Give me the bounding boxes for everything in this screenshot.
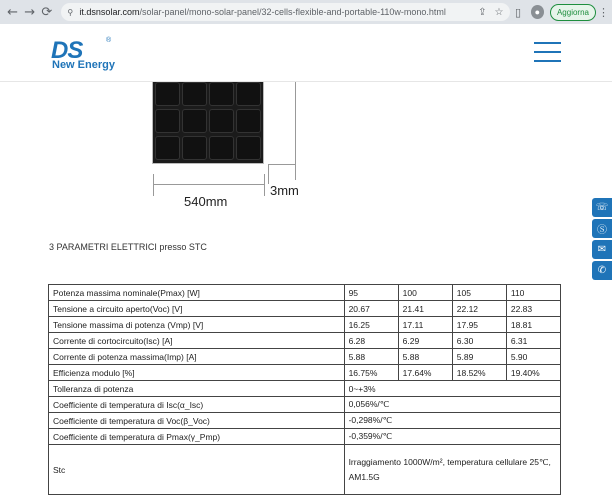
cell-value: 95 xyxy=(344,285,398,301)
cell-value: 17.11 xyxy=(398,317,452,333)
logo-mark: DS xyxy=(51,37,83,64)
forward-arrow-icon[interactable]: → xyxy=(24,4,36,20)
logo-subtitle: New Energy xyxy=(52,59,115,71)
row-label: Stc xyxy=(49,445,345,495)
cell-value: -0,359%/℃ xyxy=(344,429,560,445)
section-title: 3 PARAMETRI ELETTRICI presso STC xyxy=(49,242,207,252)
row-label: Tensione a circuito aperto(Voc) [V] xyxy=(49,301,345,317)
hamburger-menu-icon[interactable] xyxy=(534,40,562,64)
table-row xyxy=(49,429,561,445)
cell-value: 18.52% xyxy=(452,365,506,381)
cell-value: 20.67 xyxy=(344,301,398,317)
row-label: Tolleranza di potenza xyxy=(49,381,345,397)
cell-value: 5.89 xyxy=(452,349,506,365)
share-icon[interactable]: ⇪ xyxy=(478,6,487,18)
cell-value: 18.81 xyxy=(506,317,560,333)
cell-value: 5.88 xyxy=(398,349,452,365)
table-row xyxy=(49,365,561,381)
table-row xyxy=(49,349,561,365)
floating-contact-bar xyxy=(592,198,612,280)
cell-value: Irraggiamento 1000W/m², temperatura cellulare 25℃, AM1.5G xyxy=(344,445,560,495)
thickness-label: 3mm xyxy=(270,183,299,198)
row-label: Tensione massima di potenza (Vmp) [V] xyxy=(49,317,345,333)
row-label: Coefficiente di temperatura di Isc(α_Isc) xyxy=(49,397,345,413)
row-label: Efficienza modulo [%] xyxy=(49,365,345,381)
url-path: /solar-panel/mono-solar-panel/32-cells-flexible-and-portable-110w-mono.html xyxy=(139,7,446,17)
cell-value: 105 xyxy=(452,285,506,301)
bookmark-star-icon[interactable]: ☆ xyxy=(494,6,504,18)
back-arrow-icon[interactable]: ← xyxy=(7,4,19,20)
address-bar[interactable] xyxy=(61,3,509,21)
table-row xyxy=(49,285,561,301)
cell-value: 22.83 xyxy=(506,301,560,317)
cell-value: 17.64% xyxy=(398,365,452,381)
cell-value: 6.30 xyxy=(452,333,506,349)
cell-value: 6.28 xyxy=(344,333,398,349)
cell-value: 5.90 xyxy=(506,349,560,365)
cell-value: 6.31 xyxy=(506,333,560,349)
width-label: 540mm xyxy=(184,194,228,209)
cell-value: 16.25 xyxy=(344,317,398,333)
url-domain: it.dsnsolar.com xyxy=(79,7,140,17)
site-info-icon[interactable]: ⚲ xyxy=(67,7,74,17)
browser-menu-icon[interactable]: ⋮ xyxy=(598,5,609,19)
cell-value: 16.75% xyxy=(344,365,398,381)
cell-value: 22.12 xyxy=(452,301,506,317)
cell-value: 0,056%/℃ xyxy=(344,397,560,413)
profile-avatar-icon[interactable]: ● xyxy=(531,5,544,19)
side-panel-icon[interactable]: ▯ xyxy=(515,5,522,19)
cell-value: 100 xyxy=(398,285,452,301)
email-icon[interactable]: ✉ xyxy=(592,240,612,259)
product-dimension-drawing xyxy=(140,82,320,212)
table-row xyxy=(49,445,561,495)
cell-value: 5.88 xyxy=(344,349,398,365)
table-row xyxy=(49,381,561,397)
row-label: Corrente di potenza massima(Imp) [A] xyxy=(49,349,345,365)
cell-value: 19.40% xyxy=(506,365,560,381)
update-button[interactable]: Aggiorna xyxy=(550,4,596,21)
table-row xyxy=(49,333,561,349)
solar-panel-image xyxy=(152,82,264,164)
phone-icon[interactable]: ☏ xyxy=(592,198,612,217)
cell-value: 110 xyxy=(506,285,560,301)
skype-icon[interactable]: Ⓢ xyxy=(592,219,612,238)
row-label: Coefficiente di temperatura di Pmax(γ_Pmp) xyxy=(49,429,345,445)
cell-value: 17.95 xyxy=(452,317,506,333)
cell-value: 6.29 xyxy=(398,333,452,349)
table-row xyxy=(49,317,561,333)
cell-value: -0,298%/℃ xyxy=(344,413,560,429)
table-row xyxy=(49,301,561,317)
table-row xyxy=(49,413,561,429)
electrical-parameters-table xyxy=(48,284,561,495)
site-header xyxy=(0,24,612,82)
logo-registered-mark: ® xyxy=(106,37,112,44)
table-row xyxy=(49,397,561,413)
row-label: Coefficiente di temperatura di Voc(β_Voc) xyxy=(49,413,345,429)
site-logo[interactable] xyxy=(51,37,131,71)
reload-icon[interactable]: ⟳ xyxy=(41,4,53,20)
row-label: Potenza massima nominale(Pmax) [W] xyxy=(49,285,345,301)
whatsapp-icon[interactable]: ✆ xyxy=(592,261,612,280)
cell-value: 21.41 xyxy=(398,301,452,317)
cell-value: 0~+3% xyxy=(344,381,560,397)
browser-toolbar xyxy=(0,0,612,24)
row-label: Corrente di cortocircuito(Isc) [A] xyxy=(49,333,345,349)
